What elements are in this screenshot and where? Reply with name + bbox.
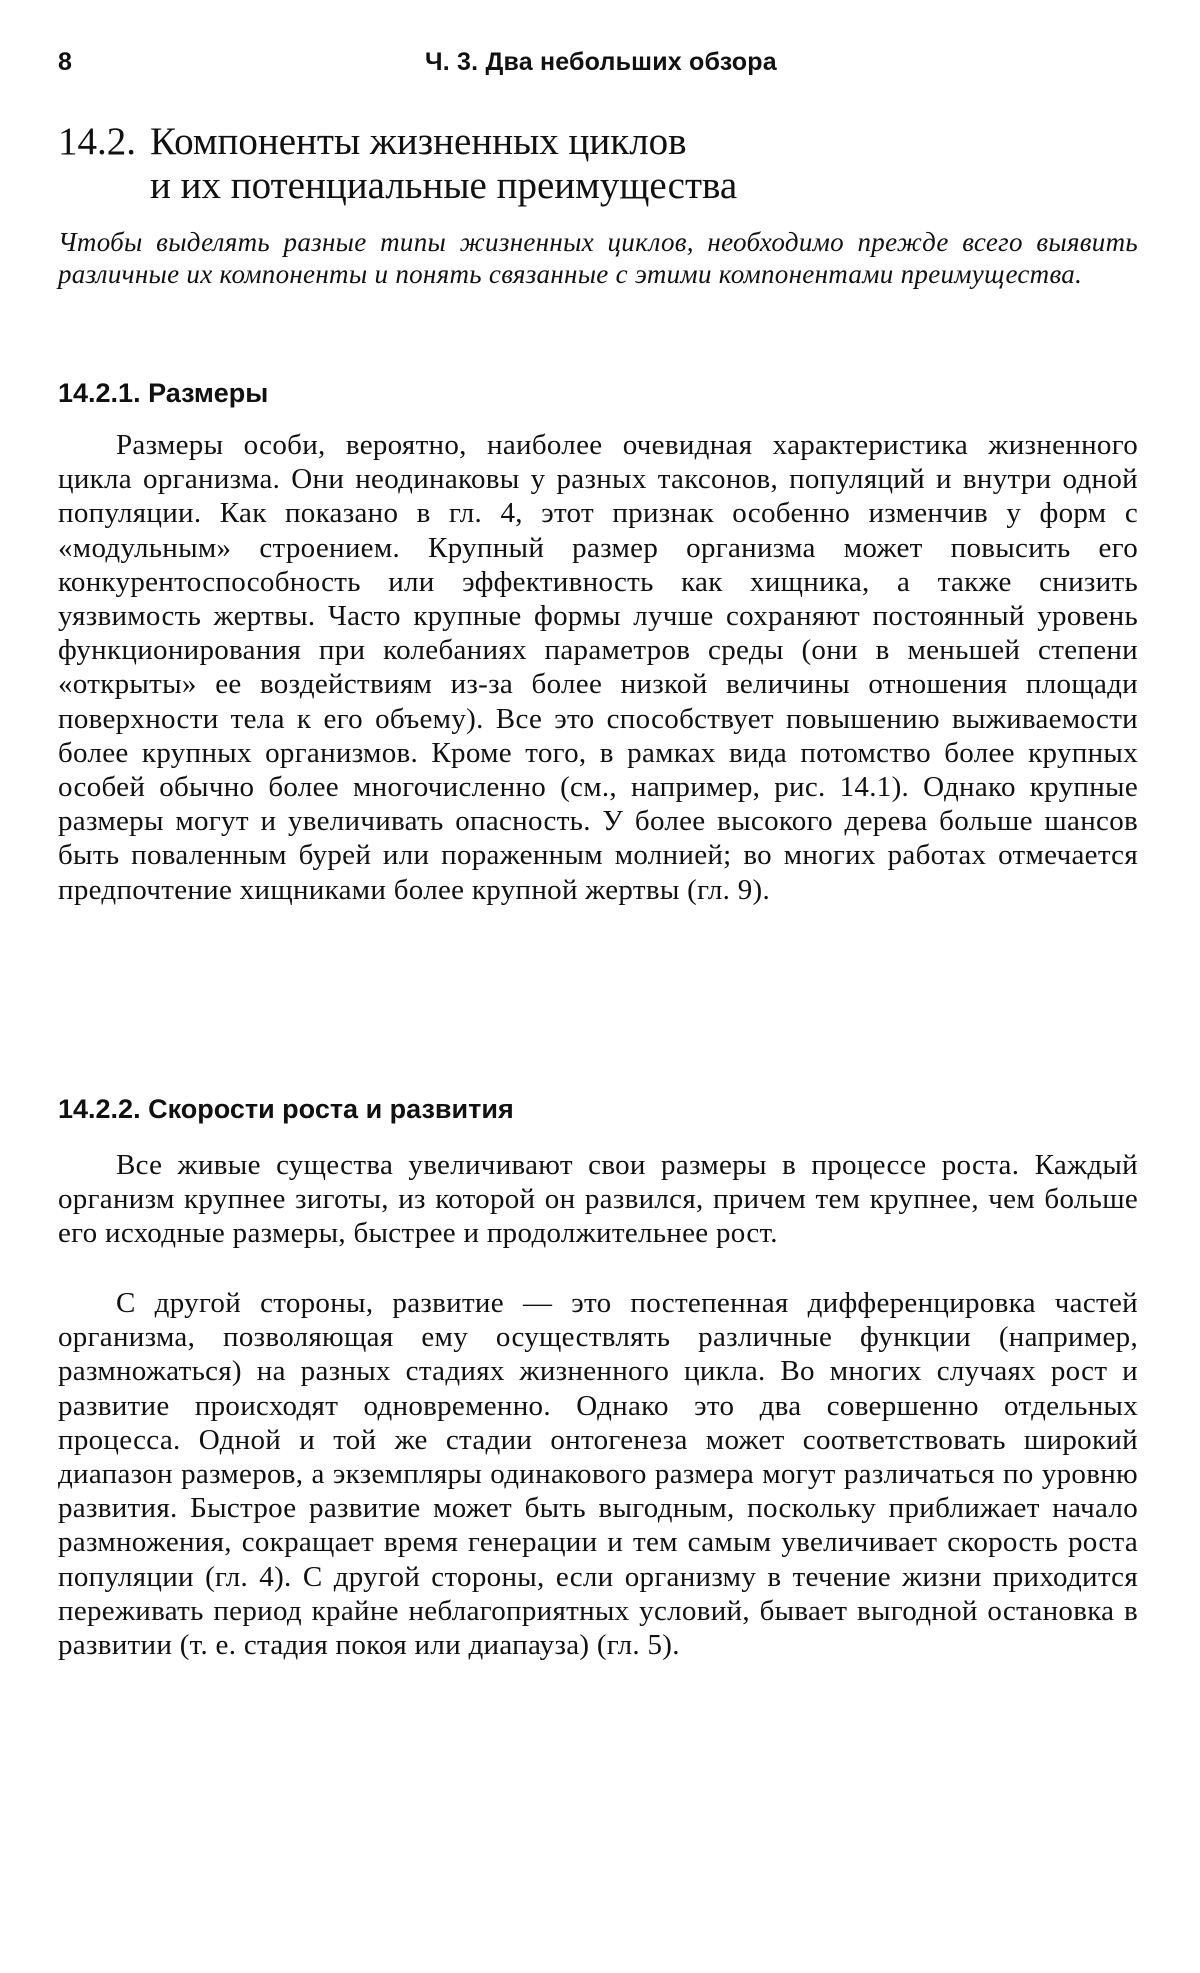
- running-header: [58, 48, 1158, 88]
- section-number: 14.2.: [58, 120, 136, 163]
- section-title-line2: и их потенциальные преимущества: [150, 164, 738, 207]
- running-title: Ч. 3. Два небольших обзора: [425, 48, 777, 76]
- section-title-line1: Компоненты жизненных циклов: [150, 120, 687, 163]
- section-title: [58, 120, 1158, 208]
- subsection-title-growth: 14.2.2. Скорости роста и развития: [58, 1094, 514, 1124]
- section-intro: Чтобы выделять разные типы жизненных циклов, необходимо прежде всего выявить различные их компоненты и понять связанные с этими компонентами преимущества.: [58, 227, 1138, 289]
- paragraph-growth-1: Все живые существа увеличивают свои размеры в процессе роста. Каждый организм крупнее зиготы, из которой он развился, причем тем крупнее, чем больше его исходные размеры, быстрее и продолжительнее рост.: [58, 1149, 1138, 1250]
- page-number: 8: [58, 48, 72, 76]
- paragraph-sizes: Размеры особи, вероятно, наиболее очевидная характеристика жизненного цикла организма. Они неодинаковы у разных таксонов, популяций и внутри одной популяции. Как показано в гл. 4, этот признак особенно изменчив у форм с «модульным» строением. Крупный размер организма может повысить его конкурентоспособность или эффективность как хищника, а также снизить уязвимость жертвы. Часто крупные формы лучше сохраняют постоянный уровень функционирования при колебаниях параметров среды (они в меньшей степени «открыты» ее воздействиям из-за более низкой величины отношения площади поверхности тела к его объему). Все это способствует повышению выживаемости более крупных организмов. Кроме того, в рамках вида потомство более крупных особей обычно более многочисленно (см., например, рис. 14.1). Однако крупные размеры могут и увеличивать опасность. У более высокого дерева больше шансов быть поваленным бурей или пораженным молнией; во многих работах отмечается предпочтение хищниками более крупной жертвы (гл. 9).: [58, 429, 1138, 906]
- paragraph-growth-2: С другой стороны, развитие — это постепенная дифференцировка частей организма, позволяющая ему осуществлять различные функции (например, размножаться) на разных стадиях жизненного цикла. Во многих случаях рост и развитие происходят одновременно. Однако это два совершенно отдельных процесса. Одной и той же стадии онтогенеза может соответствовать широкий диапазон размеров, а экземпляры одинакового размера могут различаться по уровню развития. Быстрое развитие может быть выгодным, поскольку приближает начало размножения, сокращает время генерации и тем самым увеличивает скорость роста популяции (гл. 4). С другой стороны, если организму в течение жизни приходится переживать период крайне неблагоприятных условий, бывает выгодной остановка в развитии (т. е. стадия покоя или диапауза) (гл. 5).: [58, 1287, 1138, 1662]
- subsection-title-sizes: 14.2.1. Размеры: [58, 378, 269, 408]
